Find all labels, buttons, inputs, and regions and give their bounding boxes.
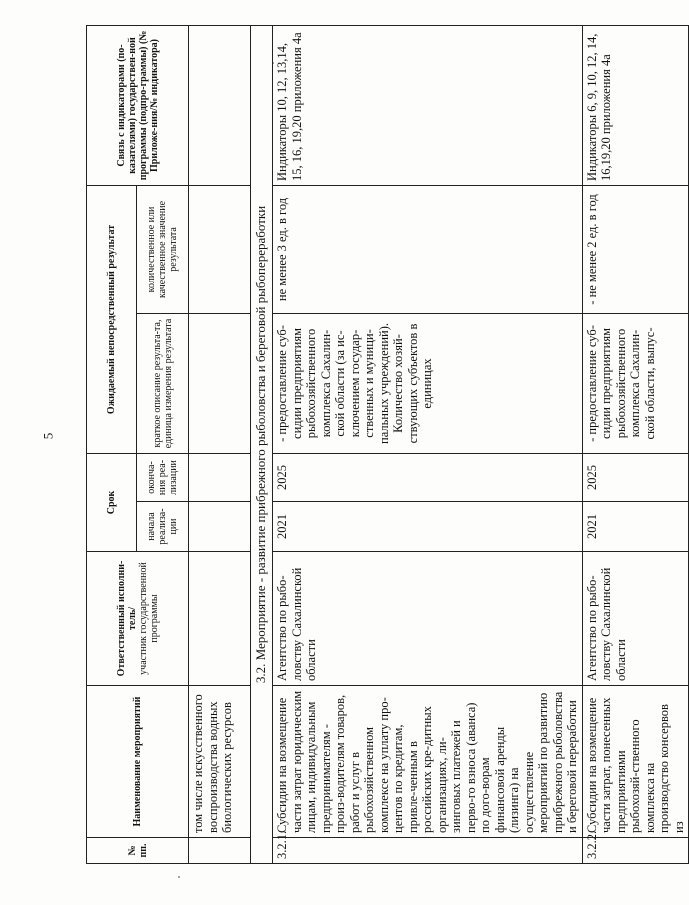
empty-cell <box>189 552 251 686</box>
row-num: 3.2.2. <box>582 838 689 864</box>
continuation-num <box>189 838 251 864</box>
empty-cell <box>189 313 251 453</box>
header-responsible-sub: участник государственной программы <box>137 562 160 675</box>
scan-speck <box>178 876 180 878</box>
section-title: 3.2. Мероприятие - развитие прибрежного рыболовства и береговой рыбопереработки <box>251 25 273 863</box>
row-start: 2021 <box>582 502 689 552</box>
row-result-value: не менее 3 ед. в год <box>273 185 583 313</box>
continuation-row <box>189 25 251 863</box>
header-row <box>87 25 137 863</box>
empty-cell <box>189 185 251 313</box>
row-name: Субсидии на возмещение части затрат, понесенных предприятиями рыбохозяй-ственного комплекса на производство консервов из <box>582 686 689 838</box>
row-name: Субсидии на возмещение части затрат юридическим лицам, индивидуальным предпринимателям - произ-водителям товаров, работ и услуг в рыбохозяйственном комплексе на уплату про-центов по кредитам, привле-ченным в российских кре-дитных организациях, ли-зинговых платежей и перво-го взноса (аванса) по дого-ворам финансовой аренды (лизинга) на осуществление мероприятий по развитию прибрежного рыболовства и береговой переработки <box>273 686 583 838</box>
empty-cell <box>189 25 251 185</box>
header-term-start: начала реализа-ции <box>137 502 189 552</box>
section-row <box>251 25 273 863</box>
row-start: 2021 <box>273 502 583 552</box>
row-num: 3.2.1. <box>273 838 583 864</box>
header-term-end: оконча-ния реа-лизации <box>137 453 189 501</box>
rotated-table-wrapper <box>86 26 686 864</box>
header-name: Наименование мероприятий <box>87 686 189 838</box>
empty-cell <box>189 453 251 501</box>
row-end: 2025 <box>273 453 583 501</box>
header-term: Срок <box>87 453 137 551</box>
header-num: № пп. <box>87 838 189 864</box>
table-row <box>582 25 689 863</box>
row-result-desc: - предоставление суб-сидии предприятиям рыбохозяйственного комплекса Сахалин-ской области (за ис-ключением государ-ственных и муници-пальных учреждений). Количество хозяй-ствующих субъектов в единицах <box>273 313 583 453</box>
row-link: Индикаторы 10, 12, 13,14, 15, 16, 19,20 приложения 4а <box>273 25 583 185</box>
row-result-value: - не менее 2 ед. в год <box>582 185 689 313</box>
header-responsible <box>87 552 189 686</box>
row-link: Индикаторы 6, 9, 10, 12, 14, 16,19,20 приложения 4а <box>582 25 689 185</box>
row-responsible: Агентство по рыбо-ловству Сахалинской области <box>582 552 689 686</box>
empty-cell <box>189 502 251 552</box>
header-responsible-label: Ответственный исполни-тель/ <box>115 560 138 677</box>
header-result-value: количественное или качественное значение результата <box>137 185 189 313</box>
measures-table <box>86 25 689 864</box>
header-result: Ожидаемый непосредственный результат <box>87 185 137 453</box>
continuation-name: том числе искусственного воспроизводства водных биологических ресурсов <box>189 686 251 838</box>
row-result-desc: - предоставление суб-сидии предприятиям рыбохозяйственного комплекса Сахалин-ской области, выпус- <box>582 313 689 453</box>
row-responsible: Агентство по рыбо-ловству Сахалинской области <box>273 552 583 686</box>
table-row <box>273 25 583 863</box>
header-result-desc: краткое описание результа-та, единица измерения результата <box>137 313 189 453</box>
header-link: Связь с индикаторами (по-казателями) государствен-ной программы (подпро-граммы) (№ Приложе-ния/№ индикатора) <box>87 25 189 185</box>
page-number: 5 <box>40 432 56 440</box>
row-end: 2025 <box>582 453 689 501</box>
